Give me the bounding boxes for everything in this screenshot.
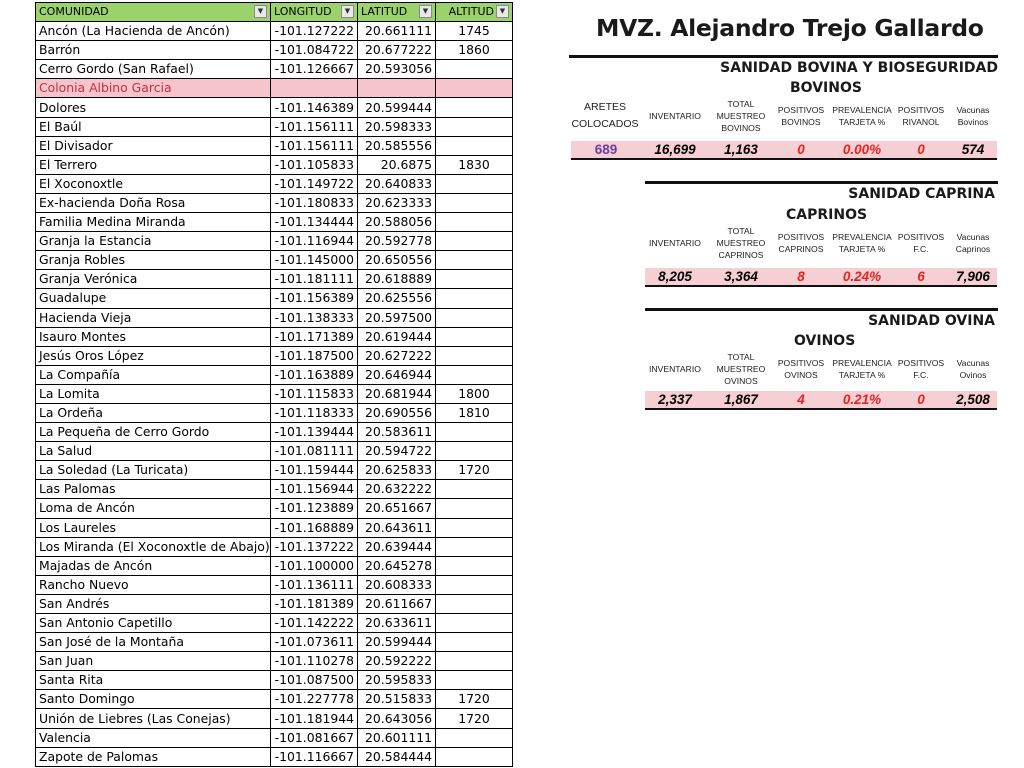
header-prevalencia-tarjeta: PREVALENCIA TARJETA % [832,232,892,254]
cell-comunidad[interactable]: Santa Rita [36,671,271,690]
section-divider-bovina [569,55,998,58]
filter-dropdown-icon[interactable]: ▼ [496,5,509,18]
table-row[interactable] [36,747,513,766]
cell-comunidad[interactable]: Las Palomas [36,480,271,499]
header-prevalencia-tarjeta: PREVALENCIA TARJETA % [832,105,892,127]
table-row[interactable] [36,79,513,98]
table-row[interactable] [36,423,513,442]
page-title: MVZ. Alejandro Trejo Gallardo [596,14,984,42]
cell-latitud[interactable]: 20.632222 [358,480,436,499]
table-row[interactable] [36,594,513,613]
cell-latitud[interactable]: 20.627222 [358,346,436,365]
cell-altitud[interactable] [436,79,513,98]
cell-altitud[interactable] [436,671,513,690]
cell-altitud[interactable] [436,480,513,499]
cell-comunidad[interactable]: San José de la Montaña [36,633,271,652]
cell-longitud[interactable]: -101.084722 [271,41,358,60]
table-row[interactable] [36,41,513,60]
cell-altitud[interactable] [436,537,513,556]
header-total-muestreo-ovinos: TOTAL MUESTREO OVINOS [716,352,766,386]
value-prevalencia-caprinos: 0.24% [842,269,882,284]
cell-altitud[interactable]: 1720 [436,709,513,728]
cell-altitud[interactable] [436,518,513,537]
value-total-muestreo-bovinos: 1,163 [724,142,758,157]
header-vacunas-ovinos: Vacunas Ovinos [956,358,990,380]
cell-latitud[interactable]: 20.585556 [358,136,436,155]
column-header-latitud[interactable] [358,3,436,22]
header-positivos-ovinos: POSITIVOS OVINOS [777,358,825,380]
cell-latitud[interactable]: 20.681944 [358,384,436,403]
cell-longitud[interactable]: -101.181389 [271,594,358,613]
cell-longitud[interactable]: -101.139444 [271,423,358,442]
table-row[interactable] [36,117,513,136]
cell-comunidad[interactable]: Isauro Montes [36,327,271,346]
cell-altitud[interactable] [436,289,513,308]
cell-comunidad[interactable]: La Salud [36,442,271,461]
cell-comunidad[interactable]: La Pequeña de Cerro Gordo [36,423,271,442]
cell-latitud[interactable]: 20.625556 [358,289,436,308]
cell-longitud[interactable]: -101.227778 [271,690,358,709]
cell-comunidad[interactable]: Granja la Estancia [36,232,271,251]
table-row[interactable] [36,232,513,251]
subtitle-bovinos: BOVINOS [790,80,862,96]
cell-comunidad[interactable]: Dolores [36,98,271,117]
cell-comunidad[interactable]: Valencia [36,728,271,747]
header-inventario: INVENTARIO [649,111,701,121]
cell-altitud[interactable] [436,346,513,365]
cell-latitud[interactable]: 20.639444 [358,537,436,556]
header-aretes-colocados: ARETES COLOCADOS [571,101,639,130]
column-header-altitud[interactable] [436,3,513,22]
communities-table [35,2,513,767]
cell-longitud[interactable]: -101.171389 [271,327,358,346]
cell-altitud[interactable] [436,327,513,346]
value-total-muestreo-caprinos: 3,364 [724,269,758,284]
cell-altitud[interactable] [436,193,513,212]
value-positivos-bovinos: 0 [797,142,805,157]
cell-longitud[interactable]: -101.126667 [271,60,358,79]
cell-altitud[interactable] [436,423,513,442]
cell-longitud[interactable]: -101.187500 [271,346,358,365]
cell-comunidad[interactable]: El Terrero [36,155,271,174]
cell-longitud[interactable]: -101.105833 [271,155,358,174]
table-row[interactable] [36,614,513,633]
cell-longitud[interactable]: -101.137222 [271,537,358,556]
header-inventario: INVENTARIO [649,238,701,248]
cell-comunidad[interactable]: Granja Verónica [36,270,271,289]
cell-comunidad[interactable]: El Baúl [36,117,271,136]
cell-altitud[interactable] [436,136,513,155]
cell-longitud[interactable]: -101.156389 [271,289,358,308]
table-row[interactable] [36,728,513,747]
table-row[interactable] [36,537,513,556]
table-row[interactable] [36,155,513,174]
value-positivos-ovinos: 4 [797,392,805,407]
table-row[interactable] [36,98,513,117]
cell-altitud[interactable] [436,728,513,747]
cell-latitud[interactable]: 20.643611 [358,518,436,537]
cell-comunidad[interactable]: Santo Domingo [36,690,271,709]
cell-longitud[interactable]: -101.115833 [271,384,358,403]
filter-dropdown-icon[interactable]: ▼ [254,5,267,18]
cell-latitud[interactable]: 20.650556 [358,251,436,270]
cell-longitud[interactable]: -101.134444 [271,213,358,232]
cell-longitud[interactable]: -101.156944 [271,480,358,499]
cell-longitud[interactable]: -101.136111 [271,575,358,594]
header-prevalencia-tarjeta: PREVALENCIA TARJETA % [832,358,892,380]
cell-comunidad[interactable]: La Lomita [36,384,271,403]
header-positivos-caprinos: POSITIVOS CAPRINOS [777,232,825,254]
cell-latitud[interactable]: 20.592778 [358,232,436,251]
cell-latitud[interactable]: 20.583611 [358,423,436,442]
cell-altitud[interactable]: 1800 [436,384,513,403]
cell-latitud[interactable]: 20.599444 [358,633,436,652]
cell-comunidad[interactable]: La Ordeña [36,403,271,422]
cell-latitud[interactable]: 20.645278 [358,556,436,575]
cell-altitud[interactable] [436,499,513,518]
cell-longitud[interactable]: -101.156111 [271,136,358,155]
cell-longitud[interactable]: -101.116944 [271,232,358,251]
cell-latitud[interactable]: 20.601111 [358,728,436,747]
cell-longitud[interactable] [271,79,358,98]
cell-comunidad[interactable]: Jesús Oros López [36,346,271,365]
value-inventario-bovinos: 16,699 [654,142,696,157]
cell-comunidad[interactable]: Zapote de Palomas [36,747,271,766]
table-row[interactable] [36,671,513,690]
cell-altitud[interactable] [436,556,513,575]
section-title-ovina: SANIDAD OVINA [868,313,995,329]
table-body [36,22,513,767]
value-vacunas-bovinos: 574 [961,142,985,157]
cell-latitud[interactable]: 20.690556 [358,403,436,422]
table-row[interactable] [36,193,513,212]
cell-altitud[interactable] [436,747,513,766]
cell-altitud[interactable] [436,308,513,327]
cell-altitud[interactable] [436,213,513,232]
value-vacunas-caprinos: 7,906 [956,269,990,284]
value-inventario-ovinos: 2,337 [658,392,692,407]
cell-altitud[interactable] [436,633,513,652]
cell-longitud[interactable]: -101.100000 [271,556,358,575]
table-row[interactable] [36,384,513,403]
cell-longitud[interactable]: -101.159444 [271,461,358,480]
table-row[interactable] [36,442,513,461]
value-prevalencia-bovinos: 0.00% [842,142,882,157]
cell-latitud[interactable]: 20.599444 [358,98,436,117]
cell-altitud[interactable] [436,575,513,594]
value-positivos-fc-ovinos: 0 [917,392,925,407]
cell-longitud[interactable]: -101.181944 [271,709,358,728]
filter-dropdown-icon[interactable]: ▼ [341,5,354,18]
header-vacunas-caprinos: Vacunas Caprinos [955,232,991,254]
table-row[interactable] [36,690,513,709]
table-row[interactable] [36,499,513,518]
value-positivos-fc-caprinos: 6 [917,269,925,284]
cell-latitud[interactable]: 20.640833 [358,174,436,193]
cell-latitud[interactable]: 20.643056 [358,709,436,728]
column-header-label: COMUNIDAD [39,5,109,19]
table-row[interactable] [36,327,513,346]
table-row[interactable] [36,403,513,422]
cell-altitud[interactable] [436,60,513,79]
cell-altitud[interactable] [436,251,513,270]
cell-latitud[interactable]: 20.584444 [358,747,436,766]
section-divider-ovina [645,308,998,311]
cell-comunidad[interactable]: Loma de Ancón [36,499,271,518]
subtitle-ovinos: OVINOS [794,333,856,349]
cell-altitud[interactable] [436,652,513,671]
cell-altitud[interactable] [436,232,513,251]
cell-comunidad[interactable]: Colonia Albino Garcia [36,79,271,98]
cell-longitud[interactable]: -101.123889 [271,499,358,518]
cell-comunidad[interactable]: San Antonio Capetillo [36,614,271,633]
cell-altitud[interactable]: 1720 [436,461,513,480]
cell-longitud[interactable]: -101.180833 [271,193,358,212]
cell-latitud[interactable]: 20.618889 [358,270,436,289]
cell-comunidad[interactable]: San Andrés [36,594,271,613]
cell-latitud[interactable]: 20.592222 [358,652,436,671]
subtitle-caprinos: CAPRINOS [786,207,868,223]
table-row[interactable] [36,136,513,155]
table-row[interactable] [36,174,513,193]
cell-comunidad[interactable]: Barrón [36,41,271,60]
table-row[interactable] [36,480,513,499]
cell-latitud[interactable]: 20.515833 [358,690,436,709]
cell-longitud[interactable]: -101.087500 [271,671,358,690]
table-row[interactable] [36,22,513,41]
table-row[interactable] [36,60,513,79]
cell-latitud[interactable]: 20.598333 [358,117,436,136]
cell-comunidad[interactable]: La Soledad (La Turicata) [36,461,271,480]
table-row[interactable] [36,213,513,232]
cell-comunidad[interactable]: Los Laureles [36,518,271,537]
cell-longitud[interactable]: -101.118333 [271,403,358,422]
header-positivos-bovinos: POSITIVOS BOVINOS [777,105,825,127]
cell-longitud[interactable]: -101.110278 [271,652,358,671]
cell-latitud[interactable]: 20.646944 [358,365,436,384]
cell-latitud[interactable]: 20.588056 [358,213,436,232]
column-header-label: ALTITUD [448,5,494,19]
cell-latitud[interactable]: 20.633611 [358,614,436,633]
table-row[interactable] [36,709,513,728]
section-title-caprina: SANIDAD CAPRINA [848,186,995,202]
cell-comunidad[interactable]: El Divisador [36,136,271,155]
cell-comunidad[interactable]: San Juan [36,652,271,671]
cell-longitud[interactable]: -101.127222 [271,22,358,41]
table-row[interactable] [36,652,513,671]
cell-comunidad[interactable]: Ancón (La Hacienda de Ancón) [36,22,271,41]
cell-longitud[interactable]: -101.163889 [271,365,358,384]
cell-comunidad[interactable]: Guadalupe [36,289,271,308]
cell-comunidad[interactable]: Ex-hacienda Doña Rosa [36,193,271,212]
table-row[interactable] [36,633,513,652]
header-inventario: INVENTARIO [649,364,701,374]
table-row[interactable] [36,556,513,575]
cell-comunidad[interactable]: La Compañía [36,365,271,384]
value-total-muestreo-ovinos: 1,867 [724,392,758,407]
header-total-muestreo-bovinos: TOTAL MUESTREO BOVINOS [716,99,766,133]
cell-altitud[interactable] [436,174,513,193]
cell-longitud[interactable]: -101.181111 [271,270,358,289]
cell-latitud[interactable]: 20.661111 [358,22,436,41]
column-header-longitud[interactable] [271,3,358,22]
cell-longitud[interactable]: -101.156111 [271,117,358,136]
header-total-muestreo-caprinos: TOTAL MUESTREO CAPRINOS [716,226,766,260]
table-row[interactable] [36,518,513,537]
cell-altitud[interactable]: 1860 [436,41,513,60]
section-divider-caprina [645,181,998,184]
cell-longitud[interactable]: -101.142222 [271,614,358,633]
cell-longitud[interactable]: -101.149722 [271,174,358,193]
column-header-label: LONGITUD [274,5,332,19]
cell-latitud[interactable]: 20.594722 [358,442,436,461]
table-row[interactable] [36,365,513,384]
table-row[interactable] [36,270,513,289]
cell-latitud[interactable]: 20.597500 [358,308,436,327]
cell-latitud[interactable]: 20.611667 [358,594,436,613]
header-vacunas-bovinos: Vacunas Bovinos [956,105,990,127]
filter-dropdown-icon[interactable]: ▼ [419,5,432,18]
cell-altitud[interactable] [436,365,513,384]
value-vacunas-ovinos: 2,508 [956,392,990,407]
table-header-row [36,3,513,22]
cell-longitud[interactable]: -101.073611 [271,633,358,652]
cell-altitud[interactable]: 1810 [436,403,513,422]
cell-comunidad[interactable]: Familia Medina Miranda [36,213,271,232]
table-row[interactable] [36,308,513,327]
cell-altitud[interactable] [436,270,513,289]
header-positivos-fc: POSITIVOS F.C. [897,358,945,380]
cell-comunidad[interactable]: El Xoconoxtle [36,174,271,193]
cell-comunidad[interactable]: Rancho Nuevo [36,575,271,594]
cell-altitud[interactable] [436,442,513,461]
cell-altitud[interactable]: 1745 [436,22,513,41]
cell-altitud[interactable]: 1720 [436,690,513,709]
table-row[interactable] [36,289,513,308]
cell-latitud[interactable]: 20.6875 [358,155,436,174]
cell-altitud[interactable] [436,98,513,117]
cell-altitud[interactable] [436,614,513,633]
cell-longitud[interactable]: -101.081111 [271,442,358,461]
value-aretes-colocados: 689 [594,142,618,157]
table-row[interactable] [36,346,513,365]
cell-altitud[interactable] [436,117,513,136]
cell-comunidad[interactable]: Granja Robles [36,251,271,270]
cell-comunidad[interactable]: Unión de Liebres (Las Conejas) [36,709,271,728]
cell-comunidad[interactable]: Majadas de Ancón [36,556,271,575]
cell-altitud[interactable] [436,594,513,613]
cell-latitud[interactable] [358,79,436,98]
cell-latitud[interactable]: 20.595833 [358,671,436,690]
cell-longitud[interactable]: -101.145000 [271,251,358,270]
cell-latitud[interactable]: 20.593056 [358,60,436,79]
header-positivos-rivanol: POSITIVOS RIVANOL [897,105,945,127]
table-row[interactable] [36,575,513,594]
cell-latitud[interactable]: 20.651667 [358,499,436,518]
value-positivos-caprinos: 8 [797,269,805,284]
cell-comunidad[interactable]: Los Miranda (El Xoconoxtle de Abajo) [36,537,271,556]
cell-comunidad[interactable]: Hacienda Vieja [36,308,271,327]
cell-latitud[interactable]: 20.625833 [358,461,436,480]
value-prevalencia-ovinos: 0.21% [842,392,882,407]
cell-longitud[interactable]: -101.146389 [271,98,358,117]
cell-altitud[interactable]: 1830 [436,155,513,174]
cell-longitud[interactable]: -101.138333 [271,308,358,327]
value-inventario-caprinos: 8,205 [658,269,692,284]
section-title-bovina: SANIDAD BOVINA Y BIOSEGURIDAD [720,60,998,76]
cell-longitud[interactable]: -101.081667 [271,728,358,747]
header-positivos-fc: POSITIVOS F.C. [897,232,945,254]
cell-latitud[interactable]: 20.608333 [358,575,436,594]
cell-latitud[interactable]: 20.677222 [358,41,436,60]
cell-longitud[interactable]: -101.116667 [271,747,358,766]
cell-latitud[interactable]: 20.619444 [358,327,436,346]
cell-comunidad[interactable]: Cerro Gordo (San Rafael) [36,60,271,79]
cell-longitud[interactable]: -101.168889 [271,518,358,537]
value-positivos-rivanol: 0 [917,142,925,157]
table-row[interactable] [36,251,513,270]
column-header-label: LATITUD [361,5,408,19]
table-row[interactable] [36,461,513,480]
column-header-comunidad[interactable] [36,3,271,22]
cell-latitud[interactable]: 20.623333 [358,193,436,212]
